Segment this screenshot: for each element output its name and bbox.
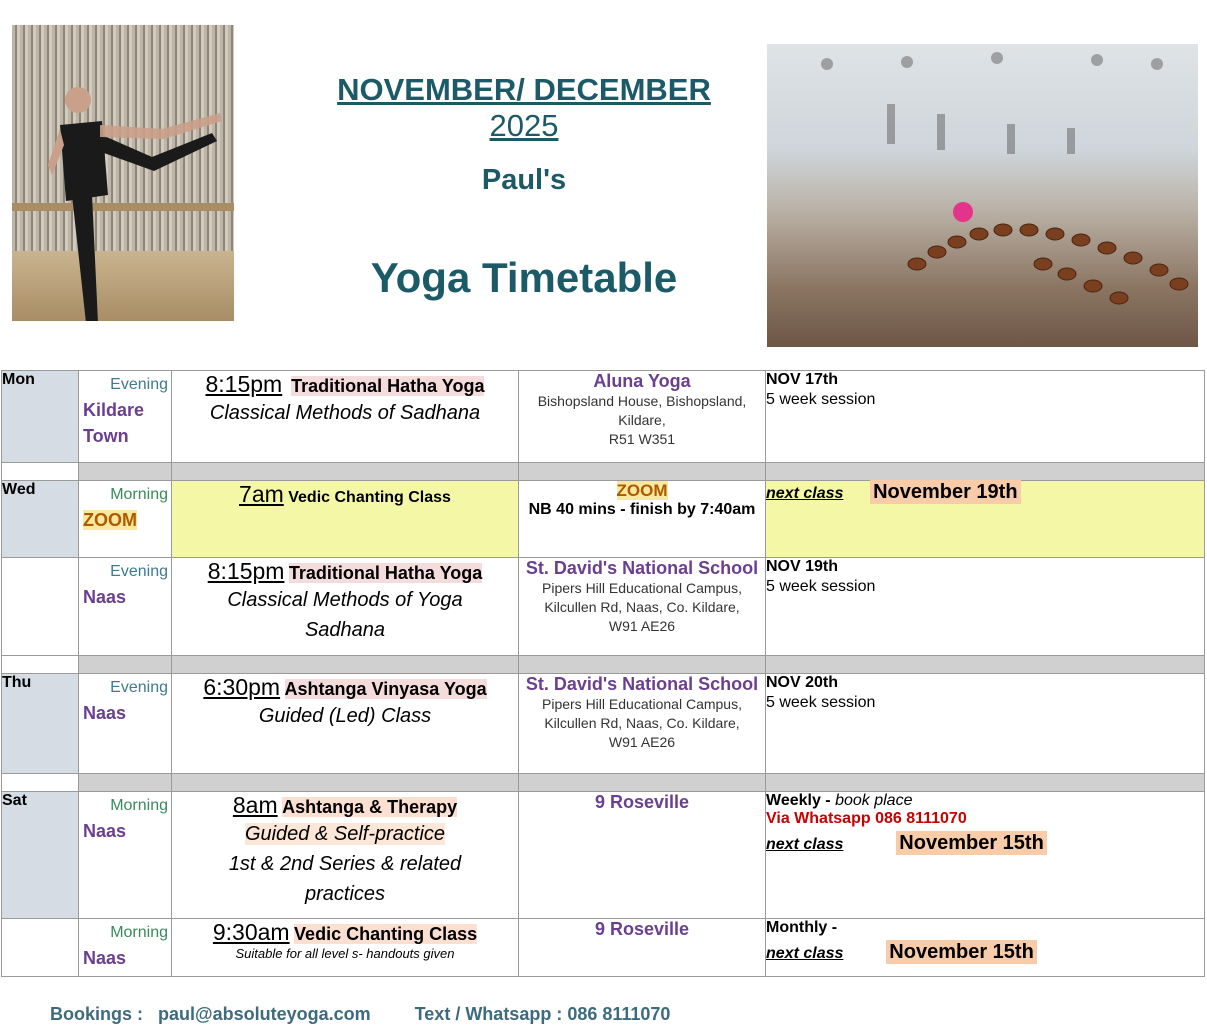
yoga-figure-illustration — [12, 25, 234, 321]
time-of-day-cell — [79, 919, 172, 977]
class-subtitle: Guided & Self-practice — [244, 823, 446, 845]
timetable — [1, 370, 1205, 977]
class-time: 9:30am — [212, 919, 290, 945]
venue-name: 9 Roseville — [594, 919, 690, 939]
next-class-label: next class — [766, 836, 844, 853]
class-time: 6:30pm — [203, 674, 281, 700]
venue-cell — [519, 371, 766, 463]
venue-cell — [519, 674, 766, 774]
bookings-email[interactable]: paul@absoluteyoga.com — [158, 1004, 371, 1024]
class-name: Ashtanga & Therapy — [282, 797, 458, 817]
day-cell: Sat — [2, 792, 79, 919]
class-name: Traditional Hatha Yoga — [291, 376, 485, 396]
separator-row — [2, 774, 1205, 792]
venue-cell — [519, 919, 766, 977]
time-of-day: Morning — [110, 797, 168, 814]
day-cell: Thu — [2, 674, 79, 774]
next-class-line — [766, 832, 1204, 855]
table-row — [2, 674, 1205, 774]
session-note: 5 week session — [766, 578, 876, 595]
class-time: 8am — [232, 792, 278, 818]
class-subtitle: Classical Methods of Sadhana — [209, 402, 481, 424]
venue-address-line: Pipers Hill Educational Campus, — [542, 696, 742, 712]
venue-address-line: W91 AE26 — [608, 734, 676, 750]
time-of-day: Morning — [110, 924, 168, 941]
venue-note: NB 40 mins - finish by 7:40am — [528, 501, 756, 518]
location: Naas — [83, 587, 127, 607]
class-cell — [172, 371, 519, 463]
venue-address-line: Kilcullen Rd, Naas, Co. Kildare, — [544, 599, 740, 615]
table-row — [2, 371, 1205, 463]
venue-name: Aluna Yoga — [593, 371, 691, 391]
info-cell — [766, 371, 1205, 463]
info-cell — [766, 674, 1205, 774]
start-date: NOV 20th — [766, 674, 839, 691]
location: Kildare Town — [83, 400, 145, 446]
time-of-day-cell — [79, 792, 172, 919]
location: Naas — [83, 703, 127, 723]
frequency: Monthly - — [766, 919, 838, 936]
class-cell — [172, 558, 519, 656]
venue-name: 9 Roseville — [594, 792, 690, 812]
venue-address-line: R51 W351 — [608, 431, 676, 447]
class-time: 8:15pm — [205, 371, 283, 397]
table-row — [2, 919, 1205, 977]
class-time: 7am — [239, 481, 284, 507]
venue-cell — [519, 792, 766, 919]
whatsapp-contact: Text / Whatsapp : 086 8111070 — [414, 1004, 671, 1024]
time-of-day: Morning — [110, 486, 168, 503]
info-cell — [766, 558, 1205, 656]
separator-row — [2, 656, 1205, 674]
page-title: Yoga Timetable — [370, 254, 678, 301]
table-row — [2, 792, 1205, 919]
class-name: Vedic Chanting Class — [294, 924, 478, 944]
time-of-day-cell — [79, 558, 172, 656]
class-subtitle: practices — [304, 883, 386, 905]
class-subtitle: Classical Methods of Yoga — [227, 589, 463, 611]
time-of-day-cell — [79, 371, 172, 463]
venue-address-line: W91 AE26 — [608, 618, 676, 634]
class-name: Traditional Hatha Yoga — [288, 563, 483, 583]
mala-beads-photo — [767, 44, 1198, 347]
timetable-owner: Paul's — [481, 164, 567, 196]
venue-name: ZOOM — [616, 481, 668, 500]
class-name: Vedic Chanting Class — [288, 489, 451, 506]
venue-address-line: Bishopsland House, Bishopsland, — [537, 393, 747, 409]
footer-contact — [50, 1004, 670, 1025]
time-of-day: Evening — [110, 563, 168, 580]
day-cell: Mon — [2, 371, 79, 463]
venue-address-line: Kilcullen Rd, Naas, Co. Kildare, — [544, 715, 740, 731]
time-of-day-cell — [79, 674, 172, 774]
venue-cell — [519, 558, 766, 656]
info-cell — [766, 792, 1205, 919]
venue-address-line: Pipers Hill Educational Campus, — [542, 580, 742, 596]
class-cell — [172, 792, 519, 919]
class-cell — [172, 481, 519, 558]
location: Naas — [83, 821, 127, 841]
time-of-day: Evening — [110, 376, 168, 393]
venue-cell — [519, 481, 766, 558]
mala-beads-illustration — [767, 44, 1198, 347]
next-class-label: next class — [766, 945, 844, 962]
bookings-label: Bookings : — [50, 1004, 143, 1024]
frequency-line — [766, 792, 1204, 810]
venue-address-line: Kildare, — [618, 412, 666, 428]
class-subtitle: Sadhana — [304, 619, 386, 641]
class-time: 8:15pm — [207, 558, 285, 584]
time-of-day: Evening — [110, 679, 168, 696]
book-note: book place — [835, 792, 913, 809]
next-class-date: November 15th — [896, 831, 1047, 855]
next-class-line — [766, 941, 1204, 964]
frequency: Weekly - — [766, 792, 831, 809]
info-cell — [766, 481, 1205, 558]
day-cell: Wed — [2, 481, 79, 558]
class-subtitle: 1st & 2nd Series & related — [228, 853, 462, 875]
day-cell — [2, 558, 79, 656]
next-class-date: November 15th — [886, 940, 1037, 964]
yoga-pose-photo — [12, 25, 234, 321]
venue-name: St. David's National School — [525, 674, 759, 694]
class-note: Suitable for all level s- handouts given — [235, 946, 455, 961]
timetable-period: NOVEMBER/ DECEMBER 2025 — [337, 72, 711, 143]
location: Naas — [83, 948, 127, 968]
next-class-label: next class — [766, 485, 844, 502]
start-date: NOV 19th — [766, 558, 839, 575]
time-of-day-cell — [79, 481, 172, 558]
venue-name: St. David's National School — [525, 558, 759, 578]
next-class-date: November 19th — [870, 480, 1021, 504]
class-name: Ashtanga Vinyasa Yoga — [284, 679, 487, 699]
session-note: 5 week session — [766, 391, 876, 408]
table-row — [2, 481, 1205, 558]
table-row — [2, 558, 1205, 656]
day-cell — [2, 919, 79, 977]
separator-row — [2, 463, 1205, 481]
whatsapp-note: Via Whatsapp 086 8111070 — [766, 810, 967, 827]
class-subtitle: Guided (Led) Class — [258, 705, 432, 727]
class-cell — [172, 919, 519, 977]
start-date: NOV 17th — [766, 371, 839, 388]
class-cell — [172, 674, 519, 774]
session-note: 5 week session — [766, 694, 876, 711]
location: ZOOM — [83, 510, 137, 530]
info-cell — [766, 919, 1205, 977]
